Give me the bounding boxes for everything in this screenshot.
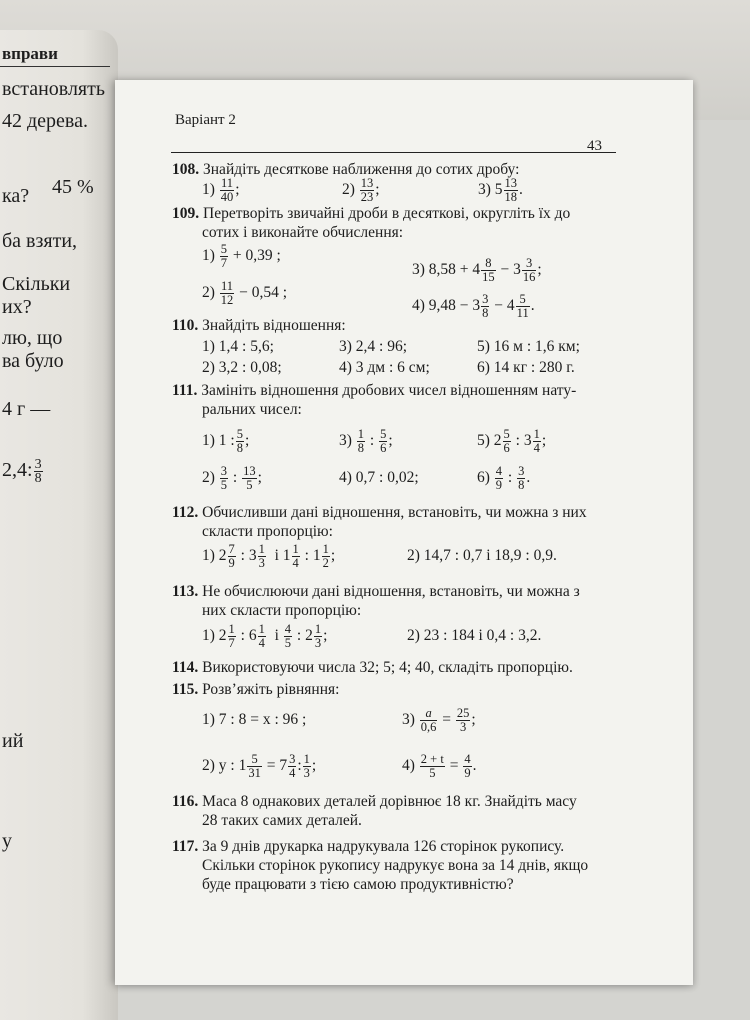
left-page-text: 4 г —: [2, 398, 51, 420]
problem-110-title: 110. Знайдіть відношення:: [172, 317, 346, 334]
problem-111-item-6: 6) $\frac{4}{9}$ : $\frac{3}{8}$ .: [477, 463, 531, 492]
page-number: 43: [587, 138, 602, 154]
problem-117-line-2: Скільки сторінок рукопису надрукує вона за 14 днів, якщо: [202, 857, 589, 874]
problem-115-item-2: 2) y : 1 $\frac{5}{31}$ = 7 $\frac{3}{4}$ : $\frac{1}{3}$ ;: [202, 751, 317, 780]
problem-111-item-4: 4) 0,7 : 0,02;: [339, 469, 419, 486]
problem-111-title: 111. Замініть відношення дробових чисел відношенням нату-: [172, 382, 577, 399]
variant-header: Варіант 2: [175, 112, 236, 128]
problem-115-item-1: 1) 7 : 8 = x : 96 ;: [202, 711, 307, 728]
header-rule: [171, 152, 616, 153]
problem-109-item-2: 2) $\frac{11}{12}$ − 0,54 ;: [202, 278, 288, 307]
problem-112-line-2: скласти пропорцію:: [202, 523, 333, 540]
problem-108-title: 108. Знайдіть десяткове наближення до сотих дробу:: [172, 161, 520, 178]
problem-110-item: 2) 3,2 : 0,08;: [202, 359, 282, 376]
problem-115-item-3: 3) $\frac{a}{0,6}$ = $\frac{25}{3}$ ;: [402, 705, 476, 734]
problem-113-title: 113. Не обчислюючи дані відношення, встановіть, чи можна з: [172, 583, 580, 600]
problem-113-item-1: 1) 2 $\frac{1}{7}$ : 6 $\frac{1}{4}$ і $\frac{4}{5}$ : 2 $\frac{1}{3}$ ;: [202, 621, 328, 650]
left-page-text: ба взяти,: [2, 230, 78, 252]
problem-109-item-4: 4) 9,48 − 3 $\frac{3}{8}$ − 4 $\frac{5}{11}$ .: [412, 291, 535, 320]
left-page-text: у: [2, 830, 12, 852]
left-page-text: лю, що: [2, 327, 63, 349]
problem-112-item-1: 1) 2 $\frac{7}{9}$ : 3 $\frac{1}{3}$ і 1 $\frac{1}{4}$ : 1 $\frac{1}{2}$ ;: [202, 541, 336, 570]
problem-110-item: 1) 1,4 : 5,6;: [202, 338, 274, 355]
problem-113-line-2: них скласти пропорцію:: [202, 602, 362, 619]
problem-110-item: 3) 2,4 : 96;: [339, 338, 408, 355]
problem-111-line-2: ральних чисел:: [202, 401, 302, 418]
left-page-text: вправи: [2, 44, 58, 63]
left-page-text: 45 %: [52, 176, 94, 198]
left-page-text: ка?: [2, 185, 30, 207]
left-page-text: Скільки: [2, 273, 71, 295]
problem-108-item-1: 1) $\frac{11}{40}$ ;: [202, 175, 240, 204]
problem-112-title: 112. Обчисливши дані відношення, встановіть, чи можна з них: [172, 504, 587, 521]
problem-109-line-2: сотих і виконайте обчислення:: [202, 224, 404, 241]
problem-111-item-3: 3) $\frac{1}{8}$ : $\frac{5}{6}$ ;: [339, 426, 393, 455]
problem-112-item-2: 2) 14,7 : 0,7 і 18,9 : 0,9.: [407, 547, 557, 564]
problem-111-item-1: 1) 1 : $\frac{5}{8}$ ;: [202, 426, 250, 455]
left-page-rule: [0, 66, 110, 67]
problem-113-item-2: 2) 23 : 184 і 0,4 : 3,2.: [407, 627, 542, 644]
left-page-edge: [0, 30, 118, 1020]
left-page-text: их?: [2, 296, 32, 318]
problem-110-item: 6) 14 кг : 280 г.: [477, 359, 575, 376]
problem-108-item-2: 2) $\frac{13}{23}$ ;: [342, 175, 380, 204]
left-page-text: встановлять: [2, 78, 105, 100]
book-page: [115, 80, 693, 985]
problem-109-item-3: 3) 8,58 + 4 $\frac{8}{15}$ − 3 $\frac{3}{16}$ ;: [412, 255, 542, 284]
problem-115-item-4: 4) $\frac{2 + t}{5}$ = $\frac{4}{9}$ .: [402, 751, 477, 780]
problem-116-title: 116. Маса 8 однакових деталей дорівнює 18 кг. Знайдіть масу: [172, 793, 577, 810]
left-page-text: ий: [2, 730, 24, 752]
problem-110-item: 4) 3 дм : 6 см;: [339, 359, 430, 376]
problem-110-item: 5) 16 м : 1,6 км;: [477, 338, 580, 355]
left-page-text: ва було: [2, 350, 64, 372]
problem-114: 114. Використовуючи числа 32; 5; 4; 40, складіть пропорцію.: [172, 659, 573, 676]
problem-108-item-3: 3) 5 $\frac{13}{18}$ .: [478, 175, 523, 204]
problem-111-item-2: 2) $\frac{3}{5}$ : $\frac{13}{5}$ ;: [202, 463, 262, 492]
left-page-text: 2,4: $\frac{3}{8}$: [2, 457, 42, 486]
problem-109-title: 109. Перетворіть звичайні дроби в десяткові, округліть їх до: [172, 205, 571, 222]
left-page-text: 42 дерева.: [2, 110, 88, 132]
problem-115-title: 115. Розв’яжіть рівняння:: [172, 681, 340, 698]
problem-109-item-1: 1) $\frac{5}{7}$ + 0,39 ;: [202, 241, 281, 270]
problem-117-line-3: буде працювати з тією самою продуктивністю?: [202, 876, 514, 893]
problem-117-title: 117. За 9 днів друкарка надрукувала 126 сторінок рукопису.: [172, 838, 565, 855]
problem-116-line-2: 28 таких самих деталей.: [202, 812, 362, 829]
problem-111-item-5: 5) 2 $\frac{5}{6}$ : 3 $\frac{1}{4}$ ;: [477, 426, 547, 455]
